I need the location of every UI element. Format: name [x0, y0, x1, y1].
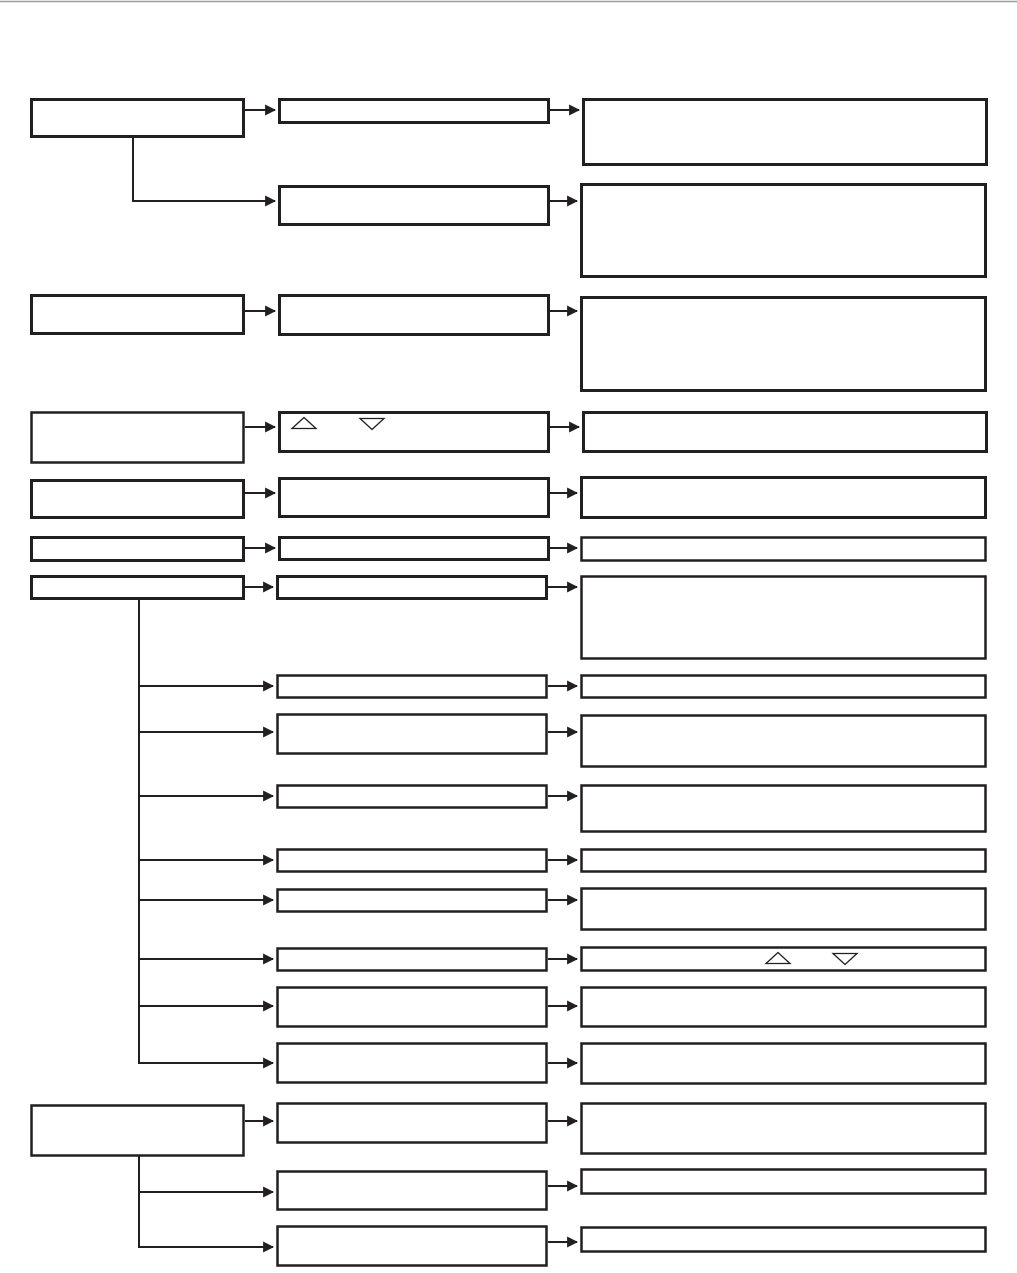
- sub-action-box-p2m: [278, 715, 547, 754]
- step-box-l2: [32, 296, 244, 334]
- step-box-l5: [32, 538, 244, 561]
- action-box-m1a: [280, 100, 549, 123]
- step-box-l1: [32, 100, 244, 137]
- branch-connector: [133, 136, 275, 201]
- sub-action-box-q2m: [278, 1172, 547, 1210]
- sub-action-box-p5m: [278, 890, 547, 912]
- action-box-m3: [280, 413, 549, 452]
- sub-action-box-p7m: [278, 988, 547, 1027]
- sub-action-box-p8m: [278, 1044, 547, 1083]
- sub-action-box-p1m: [278, 676, 547, 698]
- step-box-l6: [32, 577, 244, 599]
- sub-action-box-q1m: [278, 1104, 547, 1143]
- step-box-l4: [32, 481, 244, 518]
- result-box-r4: [582, 478, 986, 518]
- sub-result-box-p5r: [582, 889, 986, 930]
- branch-connector: [139, 598, 273, 1063]
- action-box-m4: [280, 479, 549, 517]
- sub-action-box-p6m: [278, 949, 547, 971]
- sub-result-box-p3r: [582, 786, 986, 832]
- sub-result-box-q2r: [582, 1170, 986, 1194]
- action-box-m2: [280, 296, 549, 335]
- box-layer: [32, 100, 987, 1266]
- result-box-r3: [584, 413, 987, 452]
- step-box-l7: [32, 1106, 244, 1156]
- sub-result-box-q3r: [582, 1228, 986, 1252]
- action-box-m6: [278, 577, 547, 599]
- sub-result-box-q1r: [582, 1104, 986, 1154]
- action-box-m1b: [280, 187, 549, 225]
- sub-result-box-p4r: [582, 850, 986, 872]
- result-box-r6: [582, 577, 986, 659]
- result-box-r2: [582, 298, 986, 391]
- sub-result-box-p7r: [582, 988, 986, 1027]
- result-box-r1a: [584, 100, 987, 165]
- sub-action-box-p4m: [278, 850, 547, 872]
- action-box-m5: [280, 538, 549, 560]
- branch-connector: [139, 1155, 273, 1247]
- result-box-r5: [582, 538, 986, 561]
- sub-result-box-p2r: [582, 716, 986, 767]
- step-box-l3: [32, 413, 244, 463]
- sub-action-box-p3m: [278, 786, 547, 808]
- sub-action-box-q3m: [278, 1227, 547, 1266]
- result-box-r1b: [582, 185, 986, 277]
- sub-result-box-p8r: [582, 1044, 986, 1084]
- sub-result-box-p1r: [582, 676, 986, 698]
